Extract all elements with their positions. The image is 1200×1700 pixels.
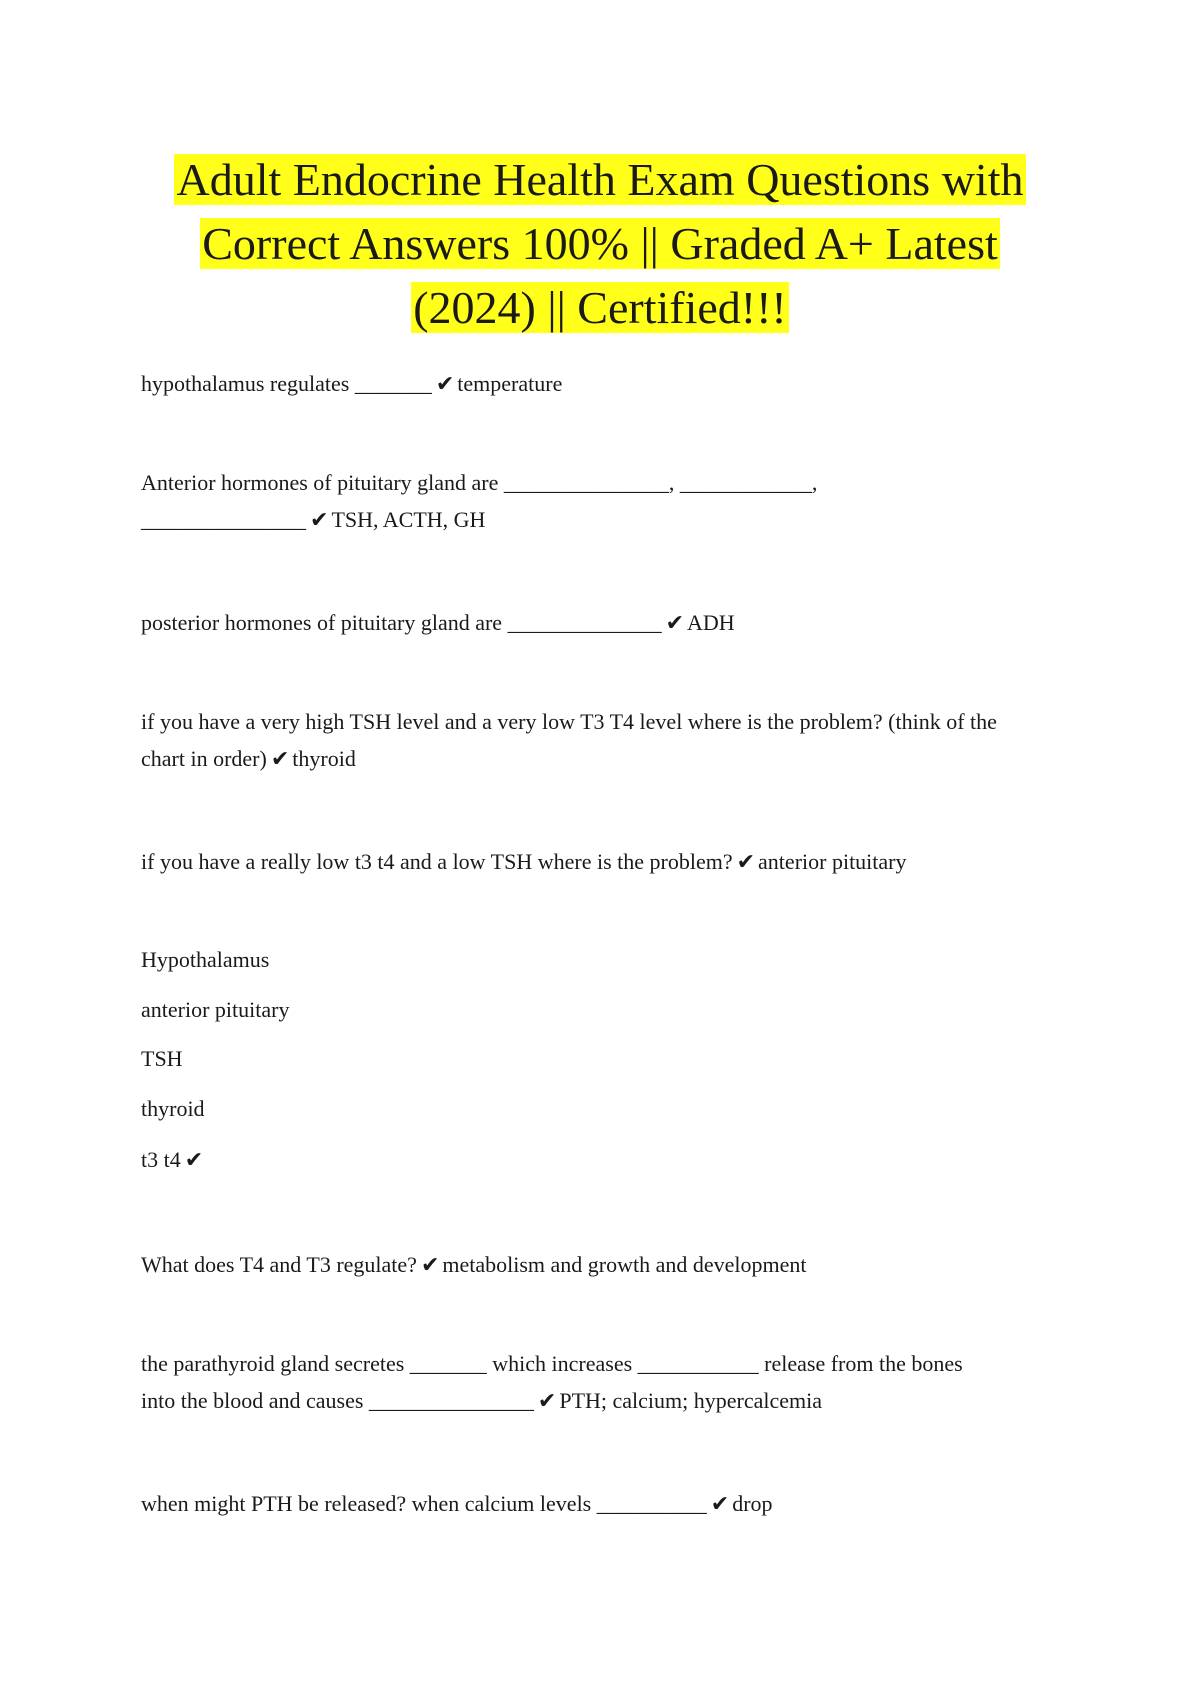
chart-list-text: t3 t4 — [141, 1147, 181, 1172]
question-text: if you have a very high TSH level and a very low T3 T4 level where is the problem? (think of the — [141, 709, 997, 734]
question-text: Anterior hormones of pituitary gland are _______________, ____________, — [141, 470, 818, 495]
chart-list-item: Hypothalamus — [141, 947, 270, 972]
question-text: into the blood and causes _______________ — [141, 1388, 534, 1413]
qa-item — [141, 365, 1081, 403]
check-icon: ✔ — [736, 850, 756, 875]
answer-text: ADH — [687, 610, 735, 635]
answer-text: temperature — [457, 371, 563, 396]
title-line-2: Correct Answers 100% || Graded A+ Latest — [202, 218, 998, 269]
question-text: hypothalamus regulates _______ — [141, 371, 432, 396]
check-icon: ✔ — [270, 747, 290, 772]
check-icon: ✔ — [435, 372, 455, 397]
question-text: chart in order) — [141, 746, 267, 771]
answer-text: thyroid — [292, 746, 356, 771]
document-title — [100, 148, 1100, 340]
answer-text: PTH; calcium; hypercalcemia — [559, 1388, 823, 1413]
answer-text: TSH, ACTH, GH — [331, 507, 486, 532]
chart-list-item: thyroid — [141, 1096, 205, 1121]
qa-item — [141, 843, 1081, 881]
check-icon: ✔ — [537, 1389, 557, 1414]
question-text: What does T4 and T3 regulate? — [141, 1252, 417, 1277]
answer-text: anterior pituitary — [758, 849, 907, 874]
chart-list-item: anterior pituitary — [141, 997, 290, 1022]
answer-text: drop — [732, 1491, 773, 1516]
qa-item — [141, 604, 1081, 642]
question-text: the parathyroid gland secretes _______ which increases ___________ release from the bones — [141, 1351, 963, 1376]
title-line-1: Adult Endocrine Health Exam Questions with — [176, 154, 1024, 205]
question-text: if you have a really low t3 t4 and a low TSH where is the problem? — [141, 849, 733, 874]
chart-list-item-last — [141, 1141, 741, 1179]
qa-item — [141, 1246, 1081, 1284]
question-text: posterior hormones of pituitary gland are ______________ — [141, 610, 662, 635]
qa-item — [141, 1345, 1081, 1420]
chart-list-item: TSH — [141, 1046, 183, 1071]
check-icon: ✔ — [420, 1253, 440, 1278]
check-icon: ✔ — [665, 611, 685, 636]
qa-item — [141, 464, 1081, 539]
title-line-3: (2024) || Certified!!! — [413, 282, 787, 333]
question-text: _______________ — [141, 507, 306, 532]
check-icon: ✔ — [310, 508, 329, 533]
qa-item — [141, 1485, 1081, 1523]
answer-text: metabolism and growth and development — [442, 1252, 807, 1277]
check-icon: ✔ — [184, 1148, 204, 1173]
question-text: when might PTH be released? when calcium levels __________ — [141, 1491, 707, 1516]
check-icon: ✔ — [710, 1492, 730, 1517]
qa-item — [141, 703, 1081, 778]
